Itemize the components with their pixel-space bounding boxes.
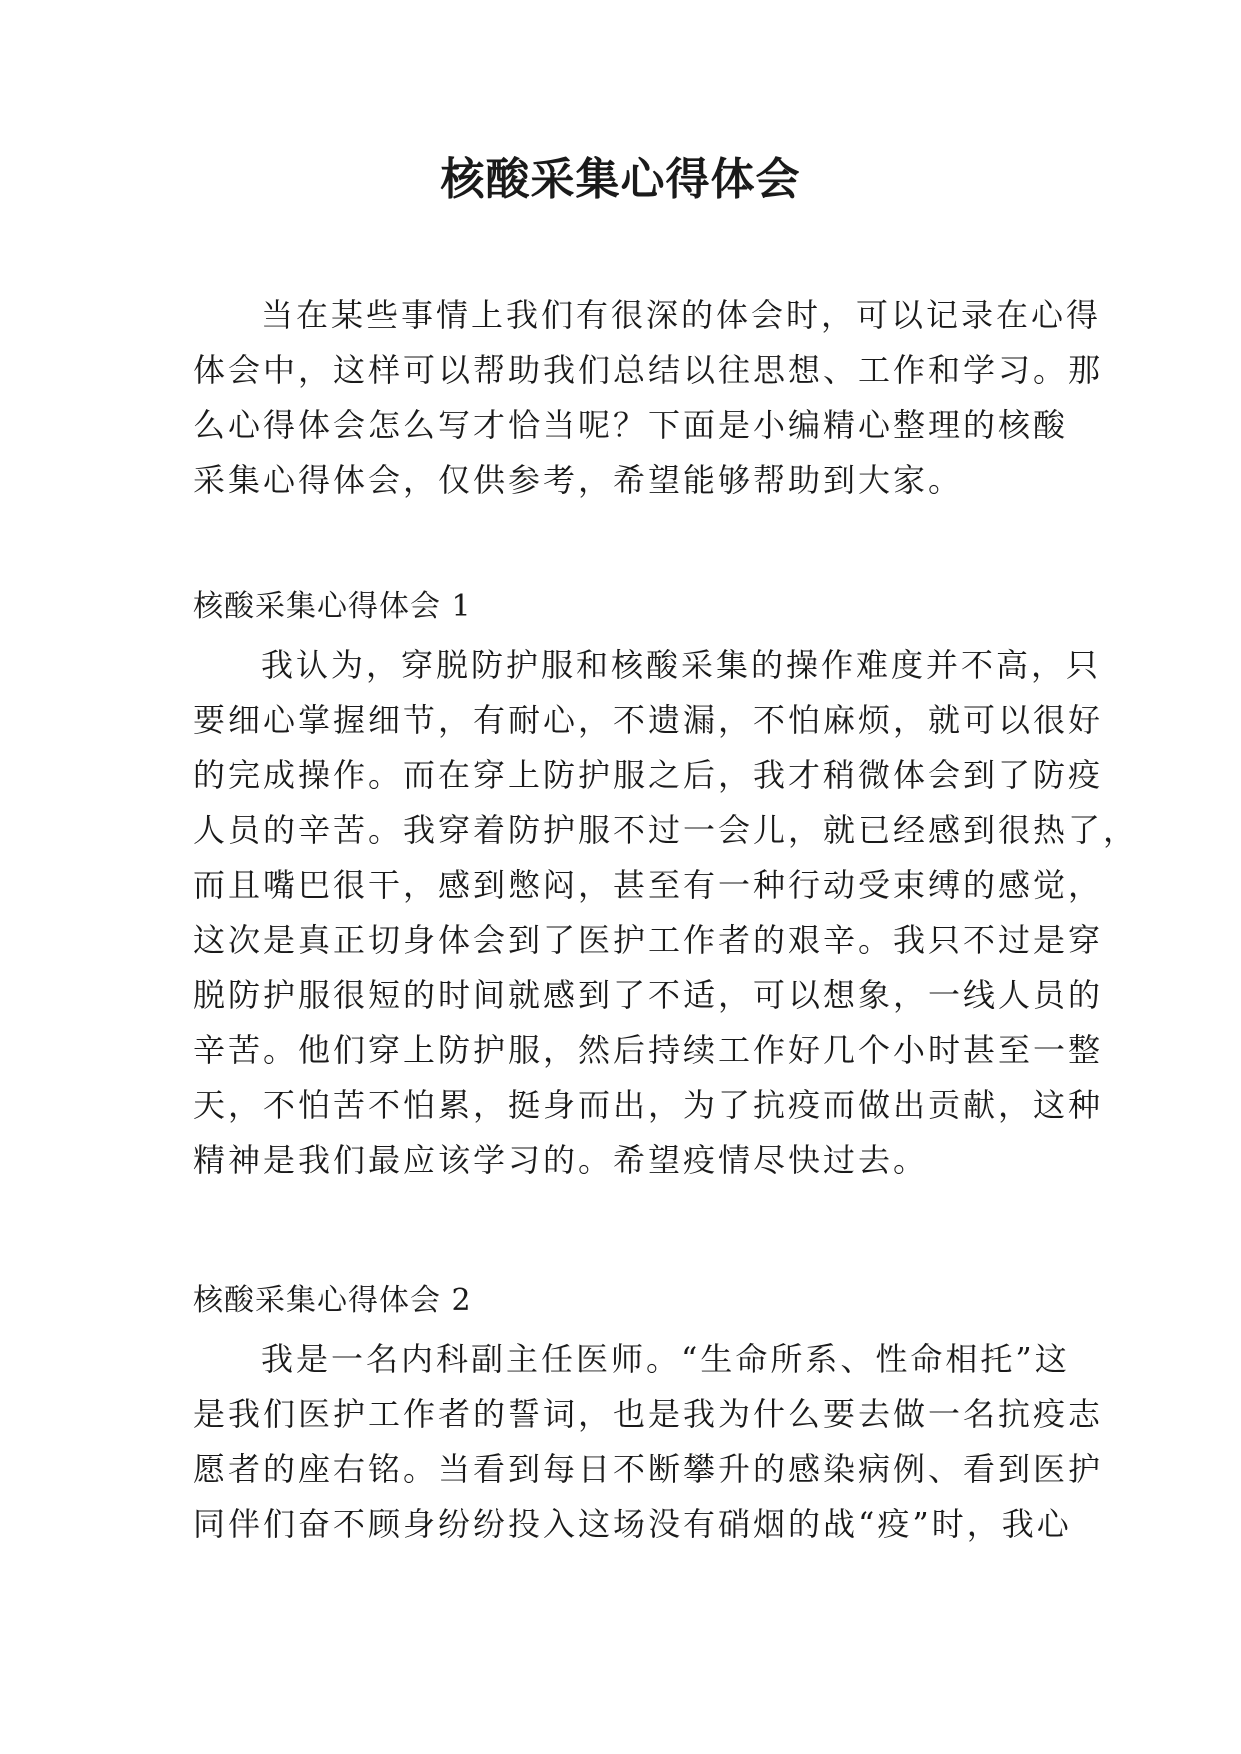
paragraph-line: 愿者的座右铭。当看到每日不断攀升的感染病例、看到医护	[193, 1450, 1104, 1488]
section-1-paragraph	[193, 638, 1139, 1188]
paragraph-line: 精神是我们最应该学习的。希望疫情尽快过去。	[193, 1141, 929, 1179]
paragraph-line: 人员的辛苦。我穿着防护服不过一会儿，就已经感到很热了，	[193, 811, 1139, 849]
paragraph-line: 要细心掌握细节，有耐心，不遗漏，不怕麻烦，就可以很好	[193, 701, 1104, 739]
section-heading-2: 核酸采集心得体会 2	[193, 1283, 472, 1318]
paragraph-line: 我认为，穿脱防护服和核酸采集的操作难度并不高，只	[261, 646, 1102, 684]
paragraph-line: 采集心得体会，仅供参考，希望能够帮助到大家。	[193, 461, 964, 499]
paragraph-line: 是我们医护工作者的誓词，也是我为什么要去做一名抗疫志	[193, 1395, 1104, 1433]
paragraph-line: 同伴们奋不顾身纷纷投入这场没有硝烟的战“疫”时，我心	[193, 1505, 1072, 1543]
paragraph-line: 脱防护服很短的时间就感到了不适，可以想象，一线人员的	[193, 976, 1104, 1014]
paragraph-line: 体会中，这样可以帮助我们总结以往思想、工作和学习。那	[193, 351, 1104, 389]
section-2-paragraph	[193, 1332, 1104, 1552]
intro-paragraph	[193, 288, 1104, 508]
paragraph-line: 的完成操作。而在穿上防护服之后，我才稍微体会到了防疫	[193, 756, 1104, 794]
paragraph-line: 当在某些事情上我们有很深的体会时，可以记录在心得	[261, 296, 1102, 334]
section-heading-1: 核酸采集心得体会 1	[193, 589, 472, 624]
paragraph-line: 天，不怕苦不怕累，挺身而出，为了抗疫而做出贡献，这种	[193, 1086, 1104, 1124]
paragraph-line: 这次是真正切身体会到了医护工作者的艰辛。我只不过是穿	[193, 921, 1104, 959]
paragraph-line: 辛苦。他们穿上防护服，然后持续工作好几个小时甚至一整	[193, 1031, 1104, 1069]
document-title: 核酸采集心得体会	[440, 154, 801, 205]
paragraph-line: 么心得体会怎么写才恰当呢？下面是小编精心整理的核酸	[193, 406, 1069, 444]
paragraph-line: 而且嘴巴很干，感到憋闷，甚至有一种行动受束缚的感觉，	[193, 866, 1104, 904]
paragraph-line: 我是一名内科副主任医师。“生命所系、性命相托”这	[261, 1340, 1070, 1378]
